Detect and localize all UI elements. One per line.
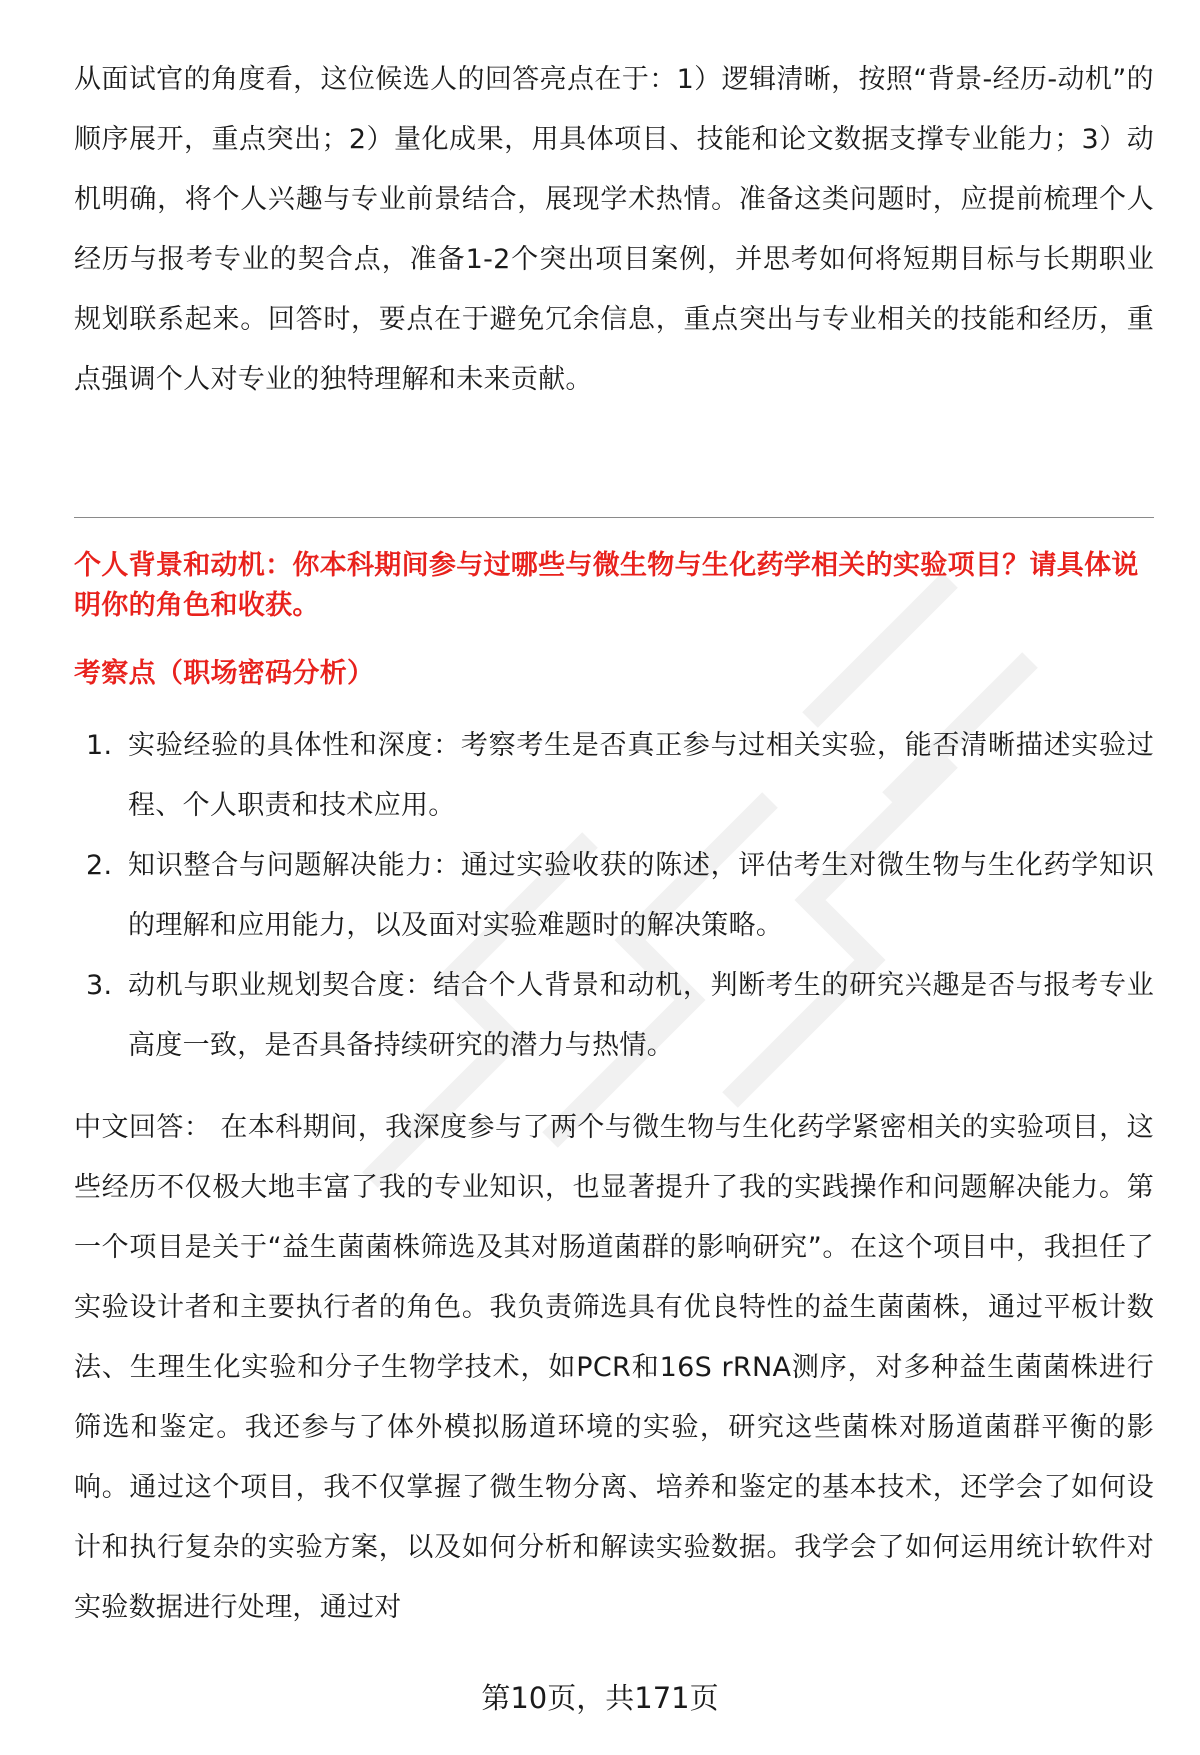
list-item [74,716,1154,836]
list-item [74,956,1154,1076]
list-item-text: 知识整合与问题解决能力：通过实验收获的陈述，评估考生对微生物与生化药学知识的理解和应用能力，以及面对实验难题时的解决策略。 [128,850,1154,941]
section-divider [74,517,1154,518]
list-item-text: 动机与职业规划契合度：结合个人背景和动机，判断考生的研究兴趣是否与报考专业高度一致，是否具备持续研究的潜力与热情。 [128,970,1154,1061]
list-item-text: 实验经验的具体性和深度：考察考生是否真正参与过相关实验，能否清晰描述实验过程、个人职责和技术应用。 [128,730,1154,821]
list-item [74,836,1154,956]
intro-section [74,50,1154,410]
assessment-points-list [74,716,1154,1076]
list-item-number: 2. [86,850,113,881]
intro-paragraph: 从面试官的角度看，这位候选人的回答亮点在于：1）逻辑清晰，按照“背景-经历-动机”的顺序展开，重点突出；2）量化成果，用具体项目、技能和论文数据支撑专业能力；3）动机明确，将个人兴趣与专业前景结合，展现学术热情。准备这类问题时，应提前梳理个人经历与报考专业的契合点，准备1-2个突出项目案例，并思考如何将短期目标与长期职业规划联系起来。回答时，要点在于避免冗余信息，重点突出与专业相关的技能和经历，重点强调个人对专业的独特理解和未来贡献。 [74,64,1154,395]
list-item-number: 1. [86,730,113,761]
page-footer: 第10页，共171页 [481,1681,719,1715]
answer-paragraph: 中文回答： 在本科期间，我深度参与了两个与微生物与生化药学紧密相关的实验项目，这些经历不仅极大地丰富了我的专业知识，也显著提升了我的实践操作和问题解决能力。第一个项目是关于“益生菌菌株筛选及其对肠道菌群的影响研究”。在这个项目中，我担任了实验设计者和主要执行者的角色。我负责筛选具有优良特性的益生菌菌株，通过平板计数法、生理生化实验和分子生物学技术，如PCR和16S rRNA测序，对多种益生菌菌株进行筛选和鉴定。我还参与了体外模拟肠道环境的实验，研究这些菌株对肠道菌群平衡的影响。通过这个项目，我不仅掌握了微生物分离、培养和鉴定的基本技术，还学会了如何设计和执行复杂的实验方案，以及如何分析和解读实验数据。我学会了如何运用统计软件对实验数据进行处理，通过对 [74,1112,1154,1623]
question-section [74,546,1154,1638]
assessment-heading: 考察点（职场密码分析） [74,658,375,689]
question-title: 个人背景和动机：你本科期间参与过哪些与微生物与生化药学相关的实验项目？请具体说明你的角色和收获。 [74,550,1139,621]
list-item-number: 3. [86,970,113,1001]
